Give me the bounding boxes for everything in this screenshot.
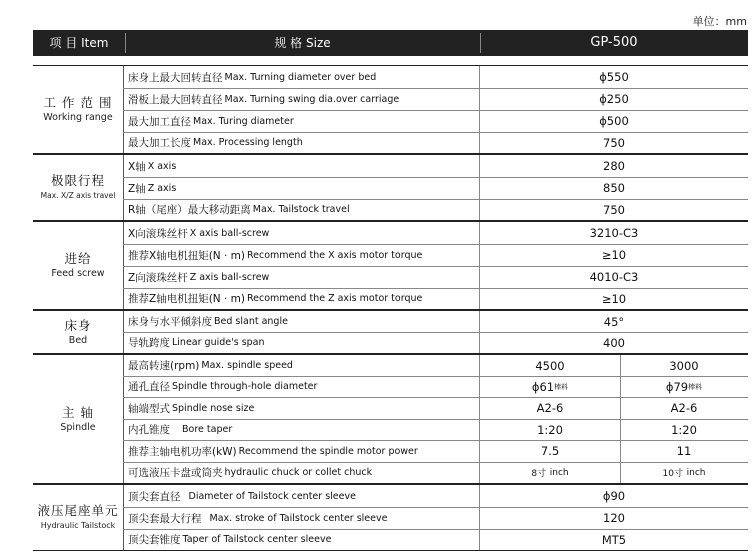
row-desc: X轴 X axis <box>123 155 480 177</box>
row-desc: 顶尖套锥度 Taper of Tailstock center sleeve <box>123 529 480 550</box>
table-row <box>123 66 748 89</box>
category-en: Max. X/Z axis travel <box>40 191 116 200</box>
row-desc: 顶尖套直径 Diameter of Tailstock center sleeve <box>123 485 480 507</box>
category-cell <box>33 66 124 153</box>
table-row <box>123 397 748 420</box>
row-desc: 推荐Z轴电机扭矩(N · m) Recommend the Z axis motor torque <box>123 288 480 309</box>
header-size: 规 格 Size <box>274 36 331 50</box>
row-desc: Z轴 Z axis <box>123 177 480 199</box>
table-row <box>123 88 748 111</box>
row-desc: 床身上最大回转直径 Max. Turning diameter over bed <box>123 66 480 88</box>
group-feed-screw <box>33 221 748 310</box>
group-hydraulic-tailstock <box>33 484 748 551</box>
table-row <box>123 155 748 178</box>
row-desc: Z向滚珠丝杆 Z axis ball-screw <box>123 266 480 288</box>
row-desc: 床身与水平倾斜度 Bed slant angle <box>123 311 480 332</box>
category-en: Bed <box>68 334 88 346</box>
row-value: ϕ250 <box>599 92 629 106</box>
table-row <box>123 288 748 309</box>
row-value: ϕ550 <box>599 70 629 84</box>
category-zh: 液压尾座单元 <box>37 503 119 518</box>
category-en: Spindle <box>60 421 96 433</box>
row-desc: 最大加工长度 Max. Processing length <box>123 132 480 153</box>
table-row <box>123 485 748 508</box>
table-row <box>123 311 748 333</box>
row-value-b: 11 <box>676 444 692 458</box>
row-desc: X向滚珠丝杆 X axis ball-screw <box>123 222 480 244</box>
category-zh: 极限行程 <box>50 173 105 188</box>
table-row <box>123 110 748 133</box>
table-row <box>123 199 748 220</box>
row-desc: 顶尖套最大行程 Max. stroke of Tailstock center sleeve <box>123 507 480 529</box>
row-value-a: 7.5 <box>480 440 621 462</box>
row-value-b: ϕ79 棒料 <box>665 379 703 394</box>
table-row <box>123 132 748 153</box>
group-bed <box>33 310 748 354</box>
table-row <box>123 529 748 550</box>
row-desc: 轴端型式 Spindle nose size <box>123 397 480 419</box>
row-desc: 内孔锥度 Bore taper <box>123 419 480 440</box>
row-value: ≥10 <box>601 248 627 262</box>
row-value: MT5 <box>601 532 627 547</box>
row-desc: R轴（尾座）最大移动距离 Max. Tailstock travel <box>123 199 480 220</box>
row-value-b: 10寸 inch <box>662 467 706 479</box>
row-desc: 推荐主轴电机功率(kW) Recommend the spindle motor power <box>123 440 480 462</box>
table-row <box>123 419 748 441</box>
row-desc: 推荐X轴电机扭矩(N · m) Recommend the X axis motor torque <box>123 244 480 266</box>
row-value-a: 8寸 inch <box>480 462 621 483</box>
row-value: ϕ500 <box>599 114 629 128</box>
row-value-b: A2-6 <box>670 401 698 415</box>
row-value: 280 <box>603 159 625 173</box>
row-value-b: 3000 <box>669 358 699 373</box>
table-row <box>123 177 748 200</box>
category-en: Working range <box>43 112 113 123</box>
row-value-a: A2-6 <box>480 397 621 419</box>
row-desc: 通孔直径 Spindle through-hole diameter <box>123 376 480 397</box>
table-row <box>123 244 748 267</box>
table-row <box>123 355 748 377</box>
row-value-a: 4500 <box>480 355 621 376</box>
category-cell <box>33 485 124 550</box>
category-zh: 工 作 范 围 <box>43 95 113 110</box>
header-item: 项 目 Item <box>49 36 109 50</box>
category-cell <box>33 155 124 220</box>
category-en: Feed screw <box>51 268 105 279</box>
category-zh: 床身 <box>64 317 92 333</box>
table-row <box>123 266 748 289</box>
row-desc: 最大加工直径 Max. Turing diameter <box>123 110 480 132</box>
group-axis-travel <box>33 154 748 221</box>
row-value: ϕ90 <box>602 489 626 503</box>
table-row <box>123 462 748 483</box>
table-row <box>123 332 748 353</box>
table-row <box>123 507 748 530</box>
row-value: 400 <box>603 335 625 350</box>
table-row <box>123 440 748 463</box>
category-zh: 进给 <box>64 251 92 266</box>
row-value-b: 1:20 <box>671 422 697 437</box>
row-desc: 可选液压卡盘或筒夹 hydraulic chuck or collet chuck <box>123 462 480 483</box>
row-value: 3210-C3 <box>589 226 639 240</box>
row-value: 120 <box>603 511 625 525</box>
group-working-range <box>33 65 748 154</box>
category-zh: 主 轴 <box>62 404 94 420</box>
row-value: 45° <box>603 314 625 329</box>
category-en: Hydraulic Tailstock <box>40 521 116 530</box>
category-cell <box>33 311 124 353</box>
row-value: 850 <box>603 181 625 195</box>
row-desc: 最高转速(rpm) Max. spindle speed <box>123 355 480 376</box>
table-row <box>123 376 748 398</box>
group-spindle <box>33 354 748 484</box>
table-header <box>33 30 748 56</box>
unit-label: 单位：mm <box>692 15 747 28</box>
category-cell <box>33 355 124 483</box>
row-value: 750 <box>603 135 625 150</box>
row-value-a: 1:20 <box>480 419 621 440</box>
row-desc: 导轨跨度 Linear guide's span <box>123 332 480 353</box>
table-row <box>123 222 748 245</box>
row-value: 750 <box>603 202 625 217</box>
row-desc: 滑板上最大回转直径 Max. Turning swing dia.over carriage <box>123 88 480 110</box>
header-model: GP-500 <box>590 35 638 50</box>
row-value: 4010-C3 <box>589 270 639 284</box>
row-value-a: ϕ61 棒料 <box>480 376 621 397</box>
category-cell <box>33 222 124 309</box>
row-value: ≥10 <box>601 291 627 306</box>
